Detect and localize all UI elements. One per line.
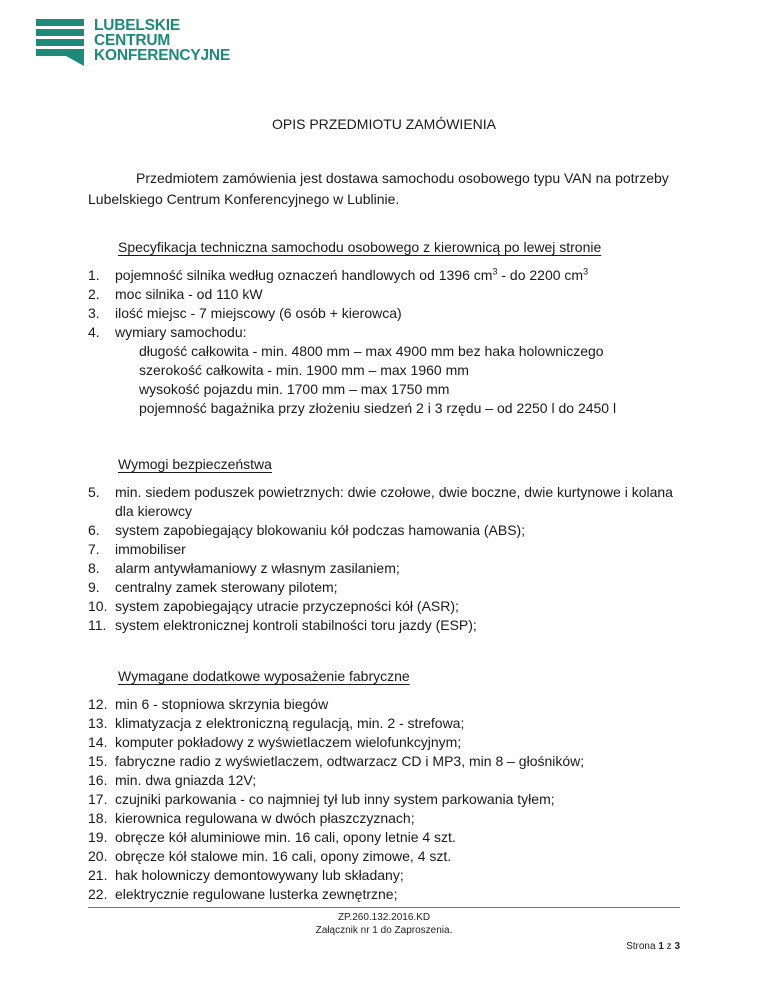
list-item xyxy=(88,597,678,616)
item-text: czujniki parkowania - co najmniej tył lub inny system parkowania tyłem; xyxy=(115,791,555,807)
list-item xyxy=(88,771,708,790)
item-text: immobiliser xyxy=(115,541,186,557)
item-number: 7. xyxy=(88,541,100,557)
item-number: 5. xyxy=(88,484,100,500)
item-text: obręcze kół aluminiowe min. 16 cali, opony letnie 4 szt. xyxy=(115,829,456,845)
list-item xyxy=(88,885,708,904)
list-item: 1. pojemność silnika według oznaczeń handlowych od 1396 $cm^3$ - do 2200 $cm^3$ xyxy=(88,266,589,283)
specification-list xyxy=(88,266,708,342)
item-text: kierownica regulowana w dwóch płaszczyznach; xyxy=(115,810,415,826)
list-item xyxy=(88,828,708,847)
intro-paragraph xyxy=(88,168,698,210)
item-number: 18. xyxy=(88,810,108,826)
item-number: 13. xyxy=(88,715,108,731)
dimension-line: szerokość całkowita - min. 1900 mm – max 1960 mm xyxy=(139,362,469,378)
item-text: alarm antywłamaniowy z własnym zasilaniem; xyxy=(115,560,400,576)
footer-divider xyxy=(88,907,680,908)
item-text: fabryczne radio z wyświetlaczem, odtwarzacz CD i MP3, min 8 – głośników; xyxy=(115,753,585,769)
list-item xyxy=(88,285,708,304)
list-item xyxy=(88,521,678,540)
logo-wordmark xyxy=(94,18,230,63)
dimension-line: wysokość pojazdu min. 1700 mm – max 1750 mm xyxy=(139,381,450,397)
list-item xyxy=(88,616,678,635)
item-text: hak holowniczy demontowywany lub składany; xyxy=(115,867,404,883)
item-text: klimatyzacja z elektroniczną regulacją, min. 2 - strefowa; xyxy=(115,715,465,731)
item-text: elektrycznie regulowane lusterka zewnętrzne; xyxy=(115,886,398,902)
item-number: 20. xyxy=(88,848,108,864)
item-number: 14. xyxy=(88,734,108,750)
section-heading-equipment: Wymagane dodatkowe wyposażenie fabryczne xyxy=(118,668,410,684)
item-text: ilość miejsc - 7 miejscowy (6 osób + kierowca) xyxy=(115,305,402,321)
item-number: 11. xyxy=(88,617,107,633)
item-number: 17. xyxy=(88,791,108,807)
footer-reference: ZP.260.132.2016.KD xyxy=(337,912,431,923)
footer xyxy=(0,911,768,937)
list-item xyxy=(88,790,708,809)
logo-line-1: LUBELSKIE xyxy=(94,17,181,34)
item-text: system zapobiegający utracie przyczepności kół (ASR); xyxy=(115,598,459,614)
footer-attachment: Załącznik nr 1 do Zaproszenia. xyxy=(315,925,453,936)
logo-line-3: KONFERENCYJNE xyxy=(94,47,231,64)
intro-line-1: Przedmiotem zamówienia jest dostawa samochodu osobowego typu VAN na potrzeby xyxy=(136,170,669,186)
list-item xyxy=(88,540,678,559)
item-text: min 6 - stopniowa skrzynia biegów xyxy=(115,696,329,712)
dimension-line: pojemność bagażnika przy złożeniu siedzeń 2 i 3 rzędu – od 2250 l do 2450 l xyxy=(139,400,617,416)
item-number: 16. xyxy=(88,772,108,788)
item-text: min. siedem poduszek powietrznych: dwie czołowe, dwie boczne, dwie kurtynowe i kolana dla kierowcy xyxy=(115,484,673,519)
section-heading-safety: Wymogi bezpieczeństwa xyxy=(118,456,272,472)
equipment-list xyxy=(88,695,708,904)
logo-line-2: CENTRUM xyxy=(94,32,171,49)
item-number: 19. xyxy=(88,829,108,845)
item-text: system zapobiegający blokowaniu kół podczas hamowania (ABS); xyxy=(115,522,526,538)
item-number: 15. xyxy=(88,753,108,769)
item-number: 1. xyxy=(88,267,100,283)
list-item xyxy=(88,809,708,828)
logo xyxy=(36,18,236,68)
section-heading-specification: Specyfikacja techniczna samochodu osobowego z kierownicą po lewej stronie xyxy=(118,239,602,255)
item-text: min. dwa gniazda 12V; xyxy=(115,772,257,788)
logo-mark-icon xyxy=(36,19,86,67)
dimension-line: długość całkowita - min. 4800 mm – max 4900 mm bez haka holowniczego xyxy=(139,343,604,359)
list-item xyxy=(88,323,708,342)
list-item xyxy=(88,866,708,885)
item-number: 21. xyxy=(88,867,108,883)
item-number: 12. xyxy=(88,696,108,712)
list-item xyxy=(88,752,708,771)
item-number: 10. xyxy=(88,598,108,614)
item-number: 2. xyxy=(88,286,100,302)
list-item xyxy=(88,695,708,714)
item-number: 6. xyxy=(88,522,100,538)
item-text: wymiary samochodu: xyxy=(115,324,247,340)
dimensions-list xyxy=(139,342,616,418)
intro-line-2: Lubelskiego Centrum Konferencyjnego w Lublinie. xyxy=(88,191,400,207)
item-number: 22. xyxy=(88,886,108,902)
item-number: 9. xyxy=(88,579,100,595)
item-text: moc silnika - od 110 kW xyxy=(115,286,263,302)
page-number: Strona 1 z 3 xyxy=(626,941,680,952)
list-item xyxy=(88,714,708,733)
item-number: 3. xyxy=(88,305,100,321)
list-item xyxy=(88,483,678,521)
list-item xyxy=(88,304,708,323)
item-text: obręcze kół stalowe min. 16 cali, opony zimowe, 4 szt. xyxy=(115,848,452,864)
item-text: centralny zamek sterowany pilotem; xyxy=(115,579,338,595)
list-item xyxy=(88,559,678,578)
safety-list xyxy=(88,483,678,635)
list-item xyxy=(88,847,708,866)
list-item xyxy=(88,578,678,597)
list-item xyxy=(88,733,708,752)
item-text: system elektronicznej kontroli stabilności toru jazdy (ESP); xyxy=(115,617,477,633)
item-text: komputer pokładowy z wyświetlaczem wielofunkcyjnym; xyxy=(115,734,462,750)
item-number: 8. xyxy=(88,560,100,576)
item-number: 4. xyxy=(88,324,100,340)
document-title: OPIS PRZEDMIOTU ZAMÓWIENIA xyxy=(271,116,496,132)
